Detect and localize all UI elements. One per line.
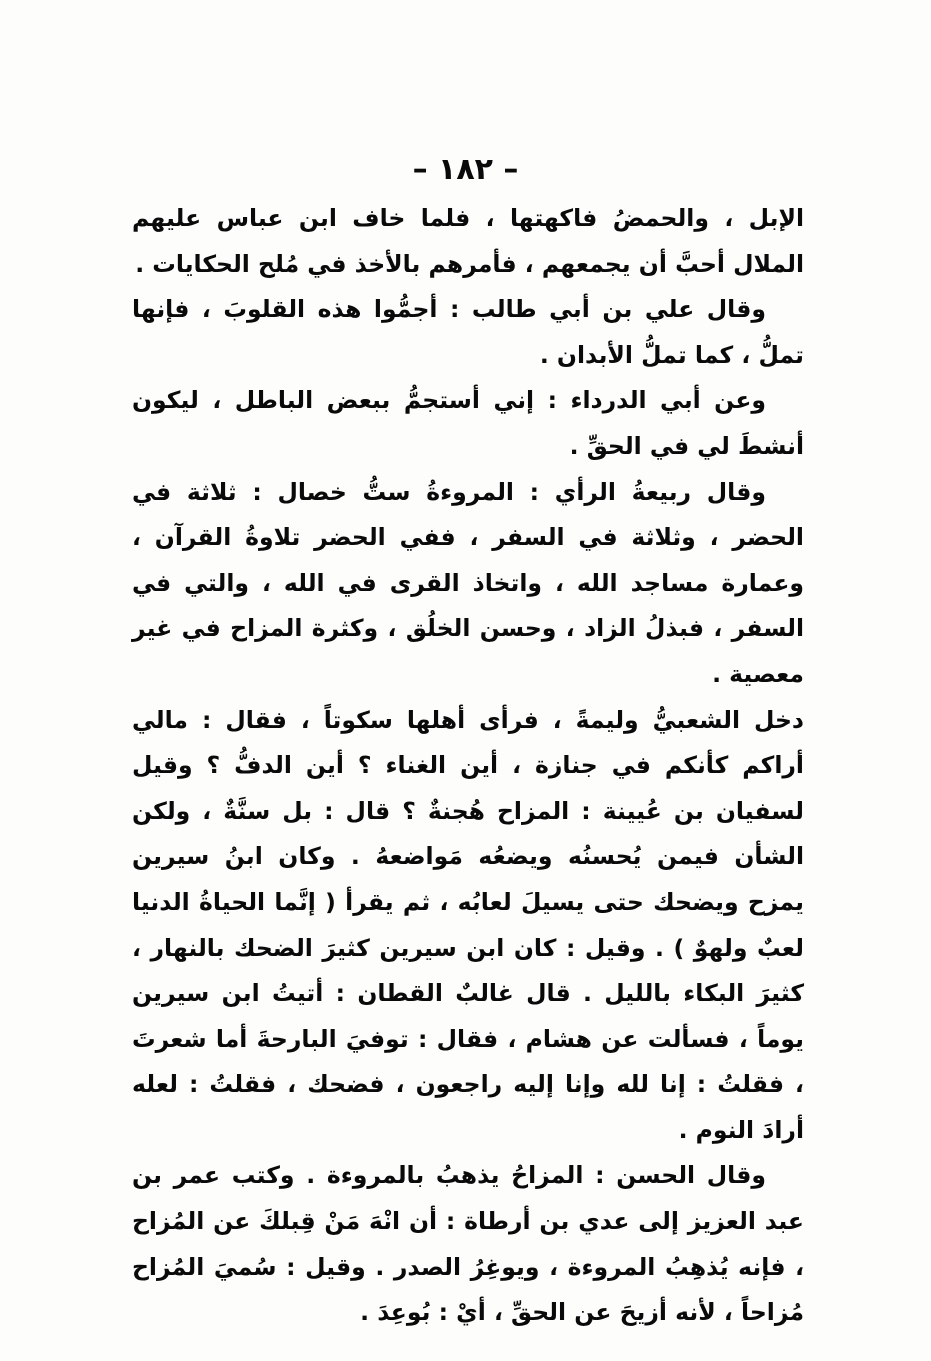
paragraph-3: وعن أبي الدرداء : إني أستجمُّ ببعض الباطل ، ليكون أنشطَ لي في الحقِّ .	[132, 386, 804, 460]
paragraph-1: الإبل ، والحمضُ فاكهتها ، فلما خاف ابن عباس عليهم الملال أحبَّ أن يجمعهم ، فأمرهم بالأخذ في مُلح الحكايات .	[132, 204, 804, 278]
page-number: – ١٨٢ –	[412, 152, 519, 187]
paragraph-5: دخل الشعبيُّ وليمةً ، فرأى أهلها سكوتاً ، فقال : مالي أراكم كأنكم في جنازة ، أين الغناء ؟ أين الدفُّ ؟ وقيل لسفيان بن عُيينة : المزاح هُجنةٌ ؟ قال : بل سنَّةٌ ، ولكن الشأن فيمن يُحسنُه ويضعُه مَواضعهُ . وكان ابنُ سيرين يمزح ويضحك حتى يسيلَ لعابُه ، ثم يقرأ ( إنَّما الحياةُ الدنيا لعبٌ ولهوٌ ) . وقيل : كان ابن سيرين كثيرَ الضحك بالنهار ، كثيرَ البكاء بالليل . قال غالبٌ القطان : أتيتُ ابن سيرين يوماً ، فسألت عن هشام ، فقال : توفيَ البارحةَ أما شعرتَ ، فقلتُ : إنا لله وإنا إليه راجعون ، فضحك ، فقلتُ : لعله أرادَ النوم .	[132, 705, 804, 1144]
paragraph-2: وقال علي بن أبي طالب : أجمُّوا هذه القلوبَ ، فإنها تملُّ ، كما تملُّ الأبدان .	[132, 295, 804, 369]
paragraph-4: وقال ربيعةُ الرأي : المروءةُ ستُّ خصال : ثلاثة في الحضر ، وثلاثة في السفر ، ففي الحضر تلاوةُ القرآن ، وعمارة مساجد الله ، واتخاذ القرى في الله ، والتي في السفر ، فبذلُ الزاد ، وحسن الخلُق ، وكثرة المزاح في غير معصية .	[132, 477, 804, 688]
page-body-text	[132, 196, 804, 1336]
paragraph-6: وقال الحسن : المزاحُ يذهبُ بالمروءة . وكتب عمر بن عبد العزيز إلى عدي بن أرطاة : أن انْهَ مَنْ قِبلكَ عن المُزاح ، فإنه يُذهِبُ المروءة ، ويوغِرُ الصدر . وقيل : سُميَ المُزاح مُزاحاً ، لأنه أزيحَ عن الحقِّ ، أيْ : بُوعِدَ .	[132, 1161, 804, 1327]
